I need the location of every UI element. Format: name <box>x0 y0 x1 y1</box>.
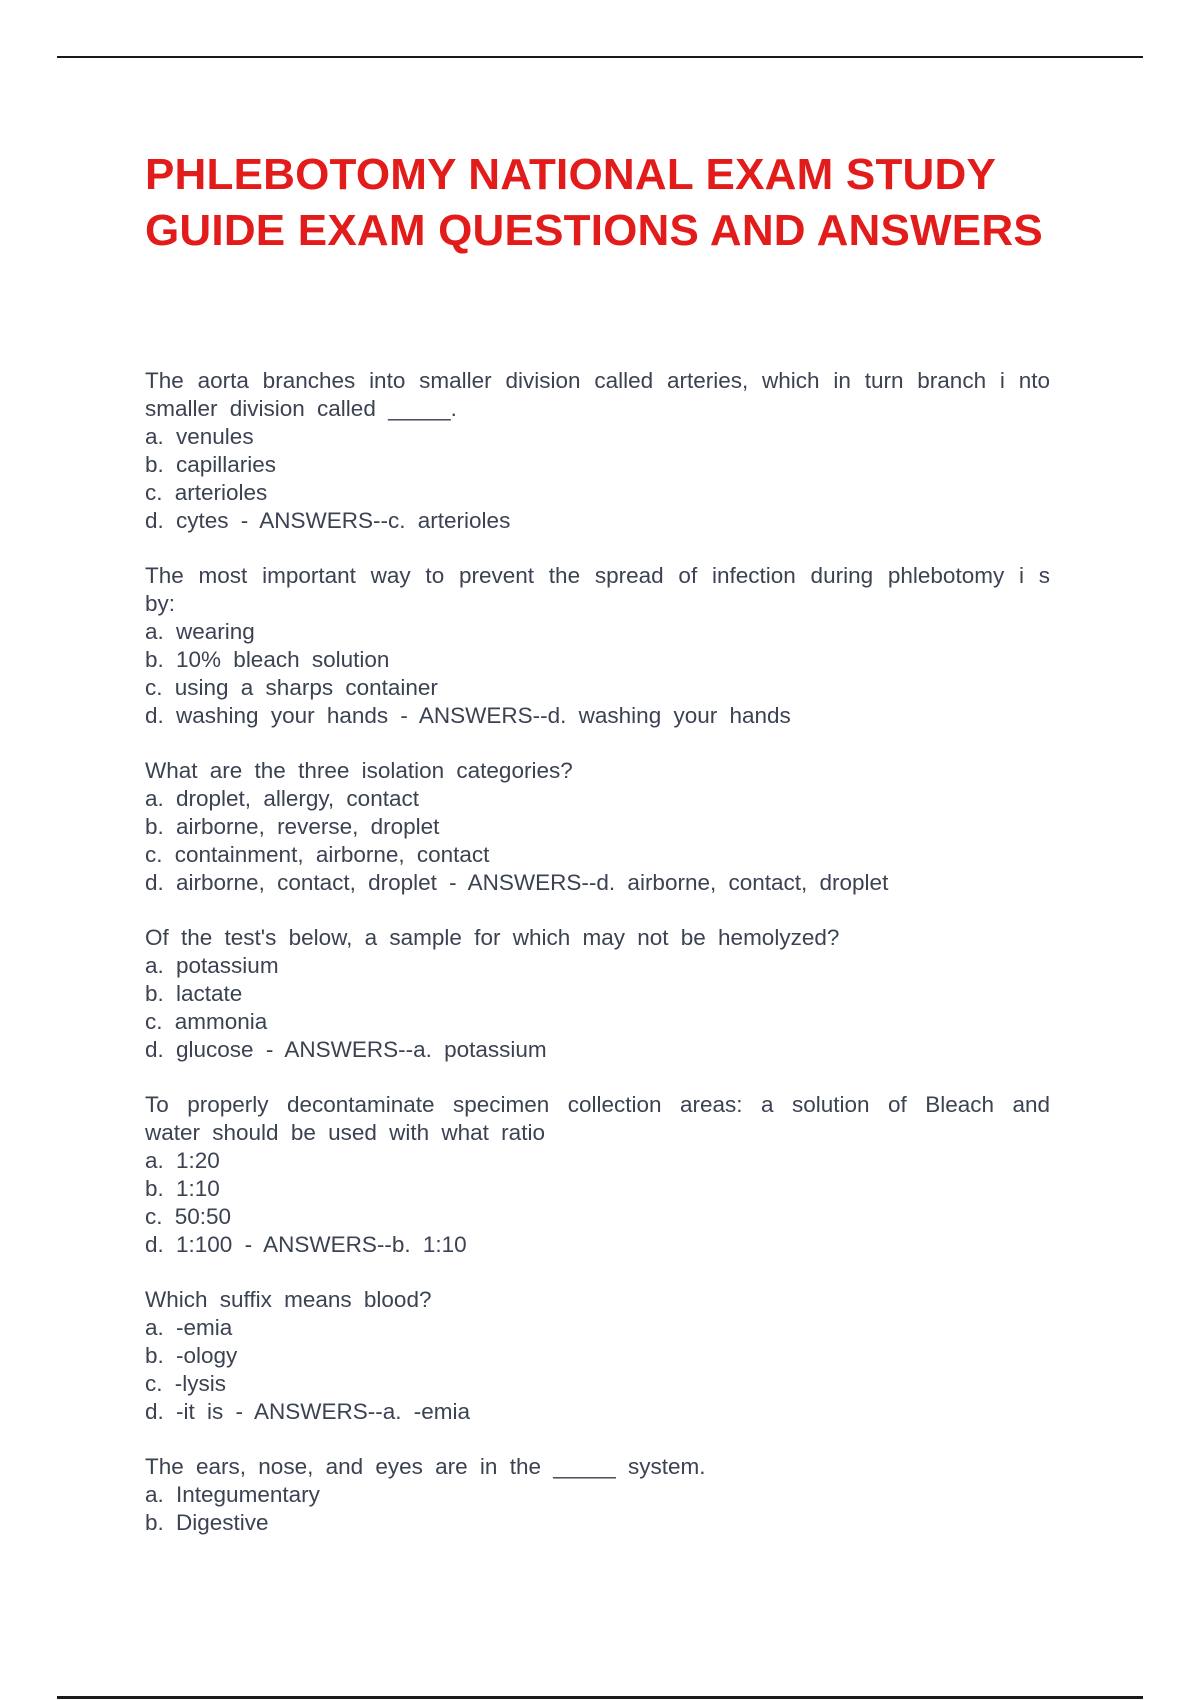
question-text: The aorta branches into smaller division called arteries, which in turn branch i nto smaller division called _____. <box>145 368 1050 421</box>
answer-option: b. lactate <box>145 981 243 1006</box>
question-block <box>145 1091 1050 1259</box>
answer-option: a. wearing <box>145 619 255 644</box>
answer-option: d. glucose - ANSWERS--a. potassium <box>145 1037 547 1062</box>
answer-option: c. 50:50 <box>145 1204 232 1229</box>
question-text: Which suffix means blood? <box>145 1287 432 1312</box>
questions-list <box>145 367 1050 1564</box>
question-text: The most important way to prevent the spread of infection during phlebotomy i s by: <box>145 563 1050 616</box>
question-block <box>145 1286 1050 1426</box>
answer-option: c. containment, airborne, contact <box>145 842 490 867</box>
answer-option: a. droplet, allergy, contact <box>145 786 419 811</box>
answer-option: a. Integumentary <box>145 1482 320 1507</box>
answer-option: b. airborne, reverse, droplet <box>145 814 440 839</box>
question-block <box>145 757 1050 897</box>
answer-option: b. 10% bleach solution <box>145 647 390 672</box>
document-title: PHLEBOTOMY NATIONAL EXAM STUDY GUIDE EXAM QUESTIONS AND ANSWERS <box>145 150 1043 255</box>
question-block <box>145 1453 1050 1537</box>
question-block <box>145 367 1050 535</box>
question-block <box>145 924 1050 1064</box>
bottom-rule <box>57 1696 1143 1699</box>
answer-option: a. 1:20 <box>145 1148 220 1173</box>
answer-option: c. -lysis <box>145 1371 226 1396</box>
answer-option: a. potassium <box>145 953 279 978</box>
top-rule <box>57 56 1143 58</box>
question-text: What are the three isolation categories? <box>145 758 573 783</box>
answer-option: c. ammonia <box>145 1009 268 1034</box>
answer-option: d. cytes - ANSWERS--c. arterioles <box>145 508 511 533</box>
answer-option: c. using a sharps container <box>145 675 438 700</box>
answer-option: b. Digestive <box>145 1510 269 1535</box>
answer-option: b. 1:10 <box>145 1176 220 1201</box>
question-text: To properly decontaminate specimen collection areas: a solution of Bleach and water should be used with what ratio <box>145 1092 1050 1145</box>
answer-option: d. 1:100 - ANSWERS--b. 1:10 <box>145 1232 467 1257</box>
answer-option: b. -ology <box>145 1343 238 1368</box>
answer-option: d. airborne, contact, droplet - ANSWERS--d. airborne, contact, droplet <box>145 870 889 895</box>
question-text: Of the test's below, a sample for which may not be hemolyzed? <box>145 925 840 950</box>
answer-option: d. -it is - ANSWERS--a. -emia <box>145 1399 471 1424</box>
answer-option: b. capillaries <box>145 452 277 477</box>
answer-option: d. washing your hands - ANSWERS--d. washing your hands <box>145 703 791 728</box>
answer-option: a. -emia <box>145 1315 233 1340</box>
answer-option: c. arterioles <box>145 480 268 505</box>
question-block <box>145 562 1050 730</box>
answer-option: a. venules <box>145 424 254 449</box>
question-text: The ears, nose, and eyes are in the _____ system. <box>145 1454 706 1479</box>
